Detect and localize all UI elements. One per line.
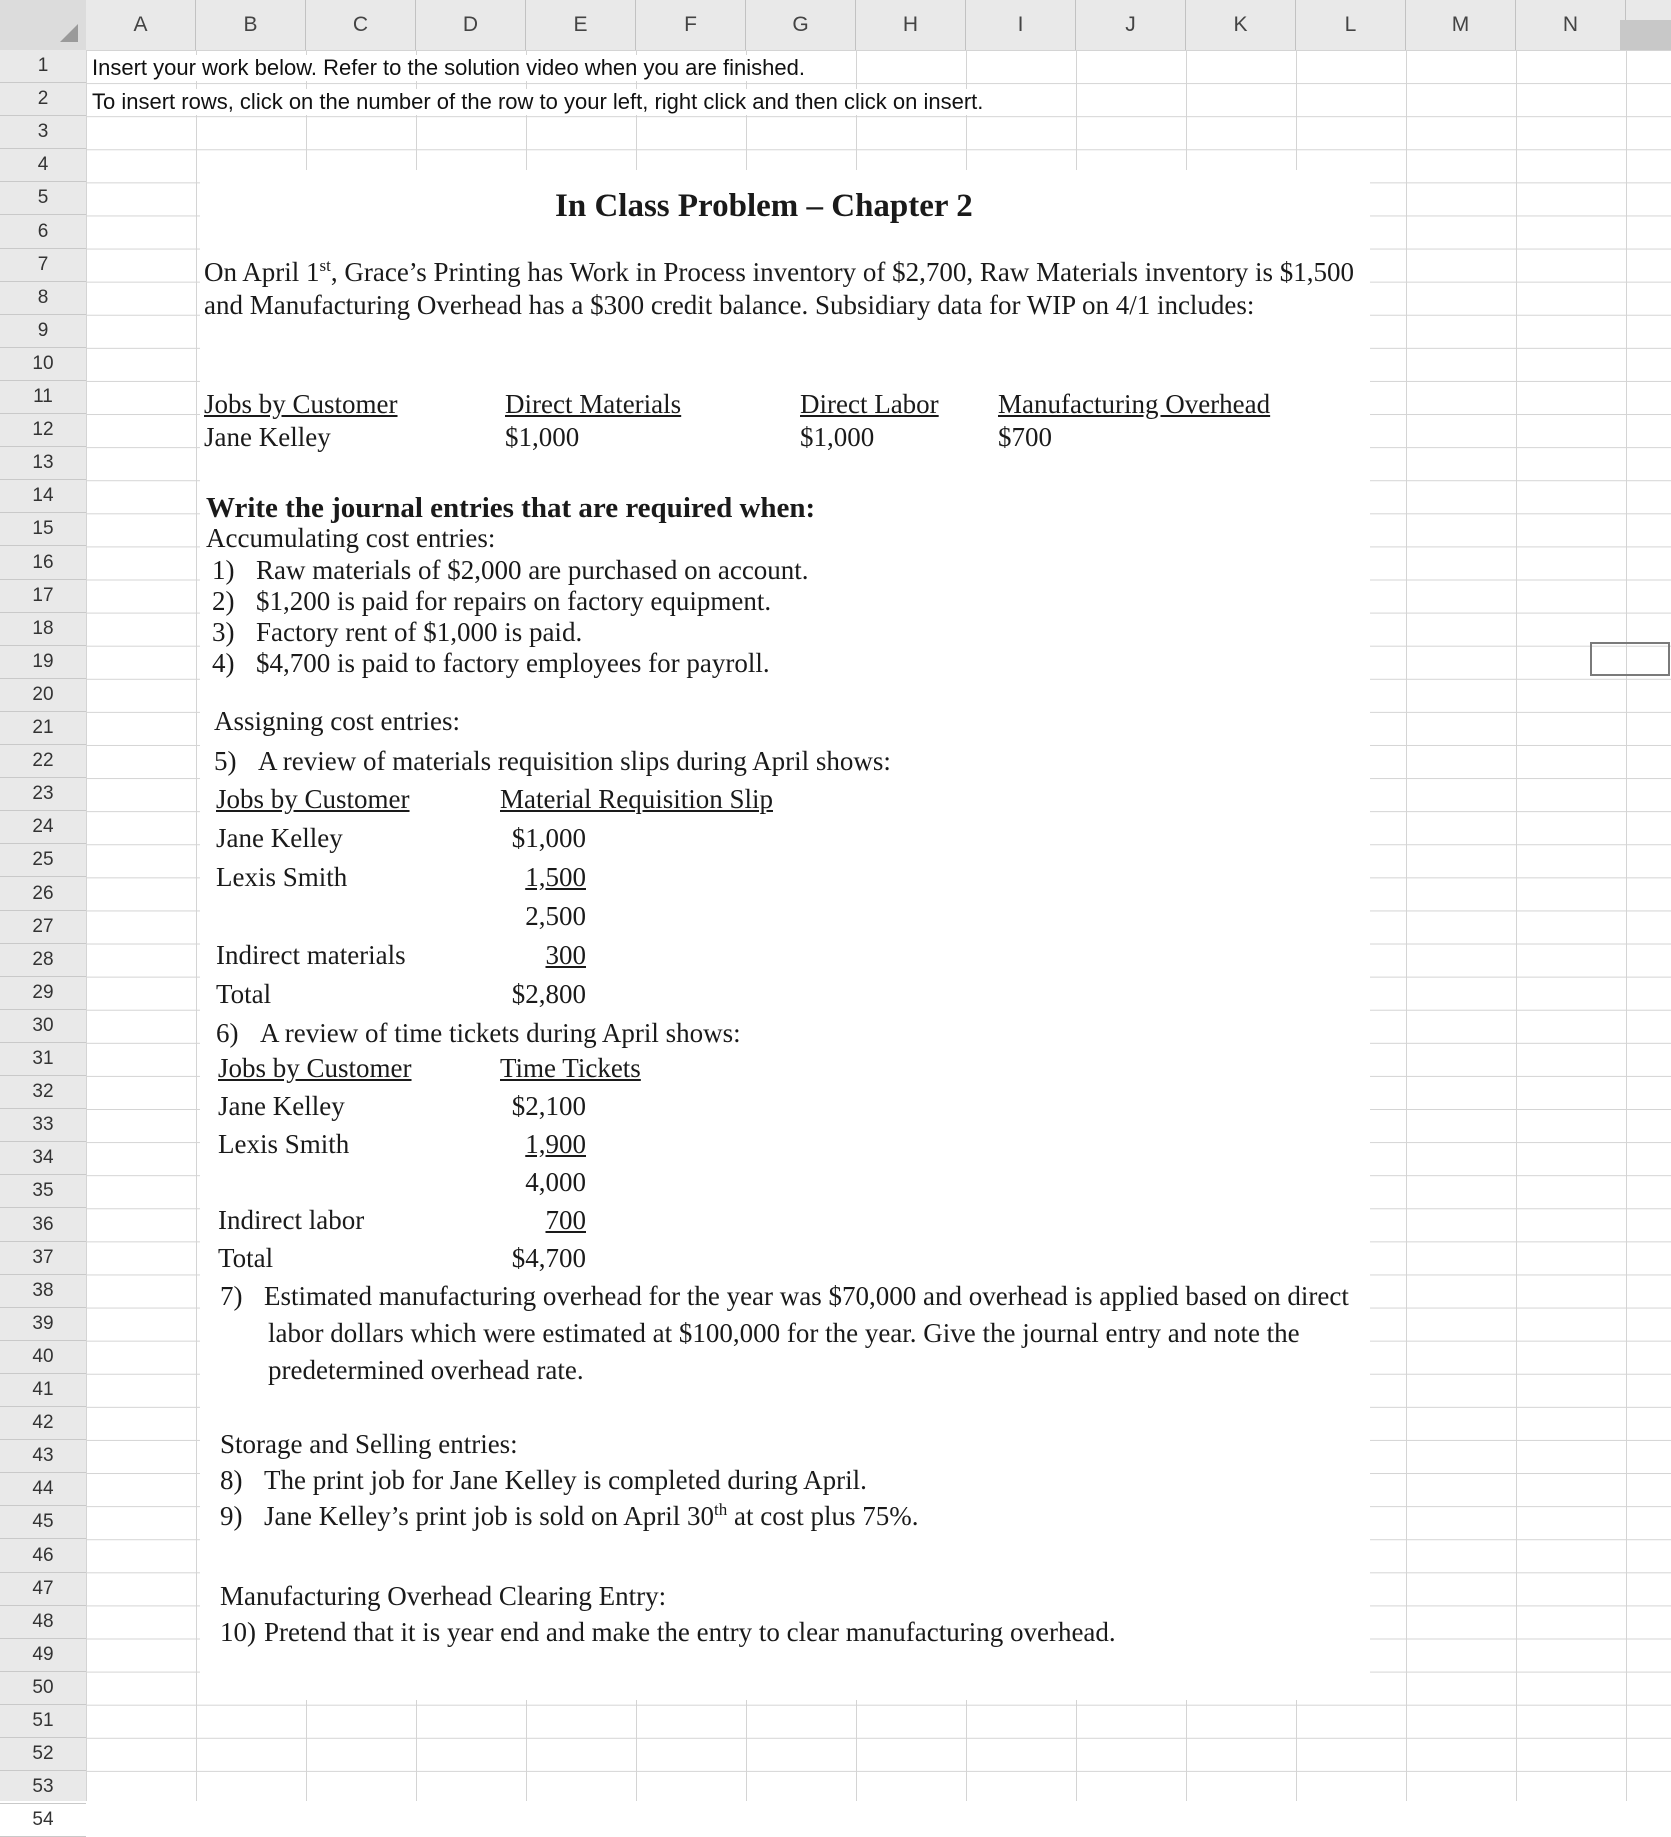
row-header-26[interactable]: 26	[0, 878, 86, 911]
row-header-38[interactable]: 38	[0, 1275, 86, 1308]
mat-row-label: Jane Kelley	[216, 823, 343, 853]
wip-col-overhead	[998, 388, 1270, 454]
time-row-amount: 700	[545, 1205, 586, 1235]
mat-row-label: Lexis Smith	[216, 862, 348, 892]
wip-col-labor	[800, 388, 939, 454]
column-header-a[interactable]: A	[86, 0, 196, 50]
row-header-40[interactable]: 40	[0, 1341, 86, 1374]
row-header-4[interactable]: 4	[0, 149, 86, 182]
row-header-12[interactable]: 12	[0, 414, 86, 447]
time-header-tickets: Time Tickets	[500, 1053, 641, 1083]
column-header-j[interactable]: J	[1076, 0, 1186, 50]
wip-cell-jobs: Jane Kelley	[204, 422, 331, 452]
row-header-51[interactable]: 51	[0, 1705, 86, 1738]
row-header-47[interactable]: 47	[0, 1573, 86, 1606]
list-item: 9) Jane Kelley’s print job is sold on April 30th at cost plus 75%.	[220, 1500, 919, 1531]
row-header-45[interactable]: 45	[0, 1506, 86, 1539]
row-header-35[interactable]: 35	[0, 1175, 86, 1208]
mat-row-label: Indirect materials	[216, 940, 406, 970]
row-header-24[interactable]: 24	[0, 811, 86, 844]
time-row-amount: $2,100	[511, 1091, 586, 1121]
row-header-49[interactable]: 49	[0, 1639, 86, 1672]
row-header-42[interactable]: 42	[0, 1407, 86, 1440]
mat-row-amount: 2,500	[525, 901, 586, 931]
row-header-54[interactable]: 54	[0, 1804, 86, 1837]
row-header-3[interactable]: 3	[0, 116, 86, 149]
row-header-48[interactable]: 48	[0, 1606, 86, 1639]
row-header-50[interactable]: 50	[0, 1672, 86, 1705]
row-header-53[interactable]: 53	[0, 1771, 86, 1804]
row-header-32[interactable]: 32	[0, 1076, 86, 1109]
row-header-46[interactable]: 46	[0, 1540, 86, 1573]
instruction-row-2: To insert rows, click on the number of the row to your left, right click and then click on insert.	[88, 89, 987, 115]
column-header-d[interactable]: D	[416, 0, 526, 50]
row-header-9[interactable]: 9	[0, 315, 86, 348]
row-header-21[interactable]: 21	[0, 712, 86, 745]
storage-label: Storage and Selling entries:	[220, 1429, 518, 1459]
row-header-10[interactable]: 10	[0, 348, 86, 381]
row-header-30[interactable]: 30	[0, 1010, 86, 1043]
row-header-14[interactable]: 14	[0, 480, 86, 513]
row-header-17[interactable]: 17	[0, 580, 86, 613]
list-item: 10) Pretend that it is year end and make the entry to clear manufacturing overhead.	[220, 1617, 1116, 1647]
time-row-label: Total	[218, 1243, 274, 1273]
list-item: 6) A review of time tickets during April shows:	[216, 1018, 741, 1048]
column-header-h[interactable]: H	[856, 0, 966, 50]
list-item: 2) $1,200 is paid for repairs on factory equipment.	[212, 586, 772, 616]
time-row-label: Jane Kelley	[218, 1091, 345, 1121]
column-header-i[interactable]: I	[966, 0, 1076, 50]
intro-text-1: On April 1	[204, 257, 320, 287]
row-header-31[interactable]: 31	[0, 1043, 86, 1076]
column-header-c[interactable]: C	[306, 0, 416, 50]
intro-paragraph	[204, 256, 1359, 322]
time-row-amount: $4,700	[511, 1243, 586, 1273]
column-header-n[interactable]: N	[1516, 0, 1626, 50]
column-header-m[interactable]: M	[1406, 0, 1516, 50]
time-row-amount: 4,000	[525, 1167, 586, 1197]
row-header-15[interactable]: 15	[0, 513, 86, 546]
wip-col-materials	[505, 388, 681, 454]
row-header-7[interactable]: 7	[0, 249, 86, 282]
row-header-25[interactable]: 25	[0, 844, 86, 877]
time-header-jobs: Jobs by Customer	[218, 1053, 412, 1083]
clearing-label: Manufacturing Overhead Clearing Entry:	[220, 1581, 667, 1611]
row-header-41[interactable]: 41	[0, 1374, 86, 1407]
column-header-k[interactable]: K	[1186, 0, 1296, 50]
select-all-triangle-icon	[60, 24, 78, 42]
mat-row-amount: 300	[545, 940, 586, 970]
wip-header-overhead: Manufacturing Overhead	[998, 389, 1271, 419]
mat-header-slip: Material Requisition Slip	[500, 784, 773, 814]
select-all-corner[interactable]	[0, 0, 87, 51]
row-header-34[interactable]: 34	[0, 1142, 86, 1175]
time-row-label: Indirect labor	[218, 1205, 365, 1235]
list-item: 5) A review of materials requisition slips during April shows:	[214, 746, 891, 776]
row-header-6[interactable]: 6	[0, 216, 86, 249]
row-header-2[interactable]: 2	[0, 83, 86, 116]
mat-row-amount: $2,800	[511, 979, 586, 1009]
wip-header-jobs: Jobs by Customer	[204, 389, 398, 419]
column-header-b[interactable]: B	[196, 0, 306, 50]
row-header-23[interactable]: 23	[0, 778, 86, 811]
row-header-1[interactable]: 1	[0, 50, 86, 83]
row-header-52[interactable]: 52	[0, 1738, 86, 1771]
wip-header-materials: Direct Materials	[505, 389, 682, 419]
row-header-37[interactable]: 37	[0, 1242, 86, 1275]
column-header-g[interactable]: G	[746, 0, 856, 50]
list-item: 4) $4,700 is paid to factory employees for payroll.	[212, 648, 770, 678]
page-title: In Class Problem – Chapter 2	[555, 188, 973, 224]
mat-row-amount: 1,500	[525, 862, 586, 892]
list-item: 7) Estimated manufacturing overhead for the year was $70,000 and overhead is applied based on direct labor dollars which were estimated at $100,000 for the year. Give the journal entry and note the predetermined overhead rate.	[220, 1281, 1349, 1385]
row-headers	[0, 50, 87, 1831]
row-header-16[interactable]: 16	[0, 547, 86, 580]
row-header-11[interactable]: 11	[0, 381, 86, 414]
row-header-43[interactable]: 43	[0, 1440, 86, 1473]
row-header-20[interactable]: 20	[0, 679, 86, 712]
row-header-39[interactable]: 39	[0, 1308, 86, 1341]
wip-cell-labor: $1,000	[800, 422, 875, 452]
wip-cell-overhead: $700	[998, 422, 1052, 452]
time-row-label: Lexis Smith	[218, 1129, 350, 1159]
row-header-29[interactable]: 29	[0, 977, 86, 1010]
list-item: 8) The print job for Jane Kelley is completed during April.	[220, 1465, 867, 1495]
row-header-44[interactable]: 44	[0, 1473, 86, 1506]
wip-cell-materials: $1,000	[505, 422, 580, 452]
instruction-row-1: Insert your work below. Refer to the solution video when you are finished.	[88, 55, 809, 81]
column-header-f[interactable]: F	[636, 0, 746, 50]
row-header-28[interactable]: 28	[0, 944, 86, 977]
column-header-overflow	[1620, 20, 1671, 50]
assigning-label: Assigning cost entries:	[214, 706, 460, 736]
problem-image	[200, 170, 1370, 1700]
column-header-e[interactable]: E	[526, 0, 636, 50]
row-header-27[interactable]: 27	[0, 911, 86, 944]
column-headers	[86, 0, 1671, 51]
row-header-36[interactable]: 36	[0, 1209, 86, 1242]
column-header-l[interactable]: L	[1296, 0, 1406, 50]
list-item: 3) Factory rent of $1,000 is paid.	[212, 617, 583, 647]
intro-superscript: st	[319, 256, 331, 275]
row-header-22[interactable]: 22	[0, 745, 86, 778]
mat-header-jobs: Jobs by Customer	[216, 784, 410, 814]
mat-row-amount: $1,000	[511, 823, 586, 853]
list-item: 1) Raw materials of $2,000 are purchased on account.	[212, 555, 809, 585]
row-header-8[interactable]: 8	[0, 282, 86, 315]
row-header-33[interactable]: 33	[0, 1109, 86, 1142]
row-header-19[interactable]: 19	[0, 646, 86, 679]
active-cell[interactable]	[1590, 642, 1670, 676]
row-header-5[interactable]: 5	[0, 182, 86, 215]
wip-header-labor: Direct Labor	[800, 389, 939, 419]
row-header-18[interactable]: 18	[0, 613, 86, 646]
mat-row-label: Total	[216, 979, 272, 1009]
time-row-amount: 1,900	[525, 1129, 586, 1159]
intro-text-2: , Grace’s Printing has Work in Process inventory of $2,700, Raw Materials inventory is $1,500 and Manufacturing Overhead has a $300 credit balance. Subsidiary data for WIP on 4/1 includes:	[204, 257, 1355, 320]
row-header-13[interactable]: 13	[0, 447, 86, 480]
journal-heading: Write the journal entries that are required when:	[206, 492, 816, 524]
wip-col-jobs	[204, 388, 398, 454]
accumulating-label: Accumulating cost entries:	[206, 523, 496, 553]
